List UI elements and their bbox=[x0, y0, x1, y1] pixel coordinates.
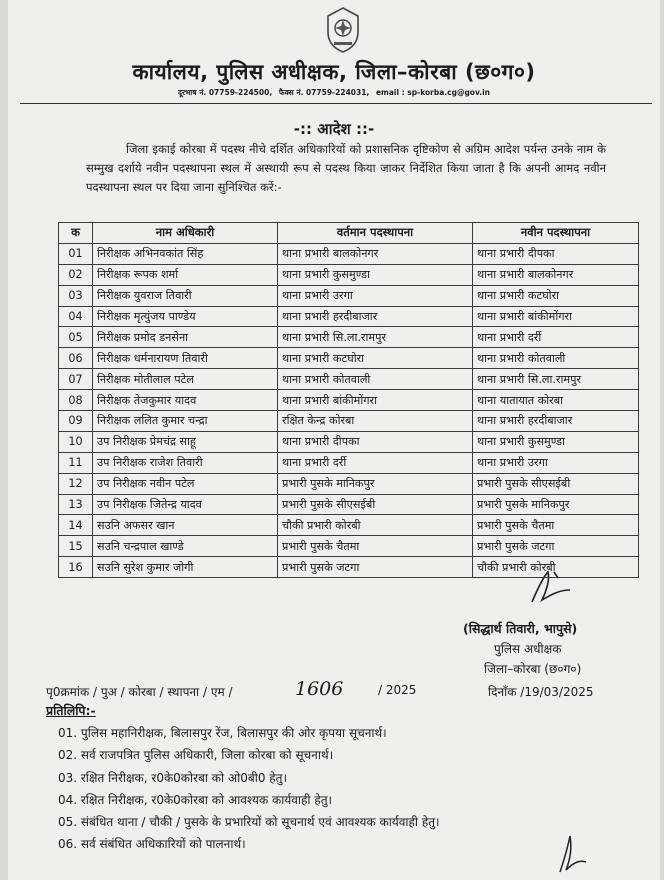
table-row bbox=[59, 348, 639, 369]
serial-cell: 11 bbox=[59, 452, 93, 473]
officer-name-cell: निरीक्षक रूपक शर्मा bbox=[93, 264, 278, 285]
current-posting-cell: थाना प्रभारी हरदीबाजार bbox=[278, 306, 473, 327]
serial-cell: 16 bbox=[59, 557, 93, 578]
new-posting-cell: थाना प्रभारी कटघोरा bbox=[473, 285, 639, 306]
reference-year: / 2025 bbox=[378, 683, 417, 697]
column-header-officer-name: नाम अधिकारी bbox=[93, 223, 278, 244]
table-header-row bbox=[59, 223, 639, 244]
table-row bbox=[59, 390, 639, 411]
table-row bbox=[59, 431, 639, 452]
serial-cell: 01 bbox=[59, 243, 93, 264]
header-divider bbox=[20, 103, 652, 104]
new-posting-cell: चौकी प्रभारी कोरबी bbox=[473, 557, 639, 578]
table-row bbox=[59, 285, 639, 306]
serial-cell: 03 bbox=[59, 285, 93, 306]
initials-mark bbox=[554, 832, 590, 876]
current-posting-cell: थाना प्रभारी उरगा bbox=[278, 285, 473, 306]
signature-mark bbox=[518, 568, 578, 608]
transfer-table bbox=[58, 222, 639, 578]
officer-name-cell: उप निरीक्षक प्रेमचंद्र साहू bbox=[93, 431, 278, 452]
new-posting-cell: प्रभारी पुसके जटगा bbox=[473, 536, 639, 557]
column-header-new-posting: नवीन पदस्थापना bbox=[473, 223, 639, 244]
table-row bbox=[59, 536, 639, 557]
order-body-text: जिला इकाई कोरबा में पदस्थ नीचे दर्शित अधिकारियों को प्रशासनिक दृष्टिकोण से अग्रिम आदेश पर्यन्त उनके नाम के सम्मुख दर्शाये नवीन पदस्थापना स्थल में अस्थायी रूप से पदस्थ किया जाकर निर्देशित किया जाता है कि अपनी आमद नवीन पदस्थापना स्थल पर दिया जाना सुनिश्चित करें:- bbox=[86, 142, 606, 194]
current-posting-cell: प्रभारी पुसके जटगा bbox=[278, 557, 473, 578]
officer-name-cell: निरीक्षक धर्मनारायण तिवारी bbox=[93, 348, 278, 369]
phone-text: दूरभाष नं. 07759-224500, bbox=[177, 88, 273, 97]
current-posting-cell: थाना प्रभारी बालकोनगर bbox=[278, 243, 473, 264]
officer-name-cell: सउनि अफसर खान bbox=[93, 515, 278, 536]
fax-text: फैक्स नं. 07759-224031, bbox=[278, 88, 370, 97]
list-item: 05. संबंधित थाना / चौकी / पुसके के प्रभारियों को सूचनार्थ एवं आवश्यक कार्यवाही हेतु। bbox=[58, 815, 440, 830]
current-posting-cell: थाना प्रभारी कटघोरा bbox=[278, 348, 473, 369]
table-row bbox=[59, 473, 639, 494]
new-posting-cell: थाना प्रभारी कोतवाली bbox=[473, 348, 639, 369]
serial-cell: 02 bbox=[59, 264, 93, 285]
current-posting-cell: थाना प्रभारी सि.ला.रामपुर bbox=[278, 327, 473, 348]
signatory-designation: पुलिस अधीक्षक bbox=[494, 642, 562, 656]
new-posting-cell: प्रभारी पुसके सीएसईबी bbox=[473, 473, 639, 494]
new-posting-cell: थाना यातायात कोरबा bbox=[473, 390, 639, 411]
new-posting-cell: थाना प्रभारी दर्री bbox=[473, 327, 639, 348]
order-heading: -:: आदेश ::- bbox=[293, 120, 375, 138]
new-posting-cell: प्रभारी पुसके चैतमा bbox=[473, 515, 639, 536]
copy-to-title: प्रतिलिपि:- bbox=[46, 703, 96, 718]
table-row bbox=[59, 515, 639, 536]
officer-name-cell: उप निरीक्षक राजेश तिवारी bbox=[93, 452, 278, 473]
serial-cell: 12 bbox=[59, 473, 93, 494]
serial-cell: 07 bbox=[59, 369, 93, 390]
list-item: 04. रक्षित निरीक्षक, र0के0कोरबा को आवश्यक कार्यवाही हेतु। bbox=[58, 792, 333, 807]
officer-name-cell: निरीक्षक मृत्युंजय पाण्डेय bbox=[93, 306, 278, 327]
officer-name-cell: सउनि सुरेश कुमार जोगी bbox=[93, 557, 278, 578]
officer-name-cell: निरीक्षक युवराज तिवारी bbox=[93, 285, 278, 306]
serial-cell: 04 bbox=[59, 306, 93, 327]
table-row bbox=[59, 494, 639, 515]
table-row bbox=[59, 452, 639, 473]
serial-cell: 06 bbox=[59, 348, 93, 369]
current-posting-cell: प्रभारी पुसके मानिकपुर bbox=[278, 473, 473, 494]
serial-cell: 13 bbox=[59, 494, 93, 515]
new-posting-cell: थाना प्रभारी उरगा bbox=[473, 452, 639, 473]
copy-to-list bbox=[58, 722, 440, 856]
table-row bbox=[59, 369, 639, 390]
serial-cell: 14 bbox=[59, 515, 93, 536]
reference-date: दिनाँक /19/03/2025 bbox=[488, 685, 594, 699]
table-row bbox=[59, 327, 639, 348]
current-posting-cell: थाना प्रभारी कुसमुण्डा bbox=[278, 264, 473, 285]
current-posting-cell: प्रभारी पुसके चैतमा bbox=[278, 536, 473, 557]
reference-prefix: पृ0क्रमांक / पुअ / कोरबा / स्थापना / एम / bbox=[46, 685, 233, 699]
serial-cell: 15 bbox=[59, 536, 93, 557]
serial-cell: 09 bbox=[59, 411, 93, 432]
officer-name-cell: निरीक्षक प्रमोद डनसेना bbox=[93, 327, 278, 348]
new-posting-cell: थाना प्रभारी कुसमुण्डा bbox=[473, 431, 639, 452]
current-posting-cell: थाना प्रभारी कोतवाली bbox=[278, 369, 473, 390]
current-posting-cell: थाना प्रभारी बांकीमोंगरा bbox=[278, 390, 473, 411]
new-posting-cell: थाना प्रभारी सि.ला.रामपुर bbox=[473, 369, 639, 390]
current-posting-cell: थाना प्रभारी दर्री bbox=[278, 452, 473, 473]
current-posting-cell: चौकी प्रभारी कोरबी bbox=[278, 515, 473, 536]
contact-line bbox=[8, 88, 660, 98]
officer-name-cell: निरीक्षक तेजकुमार यादव bbox=[93, 390, 278, 411]
email-text: email : sp-korba.cg@gov.in bbox=[375, 88, 490, 97]
officer-name-cell: निरीक्षक ललित कुमार चन्द्रा bbox=[93, 411, 278, 432]
officer-name-cell: उप निरीक्षक जितेन्द्र यादव bbox=[93, 494, 278, 515]
document-page bbox=[8, 0, 660, 880]
column-header-serial: क bbox=[59, 223, 93, 244]
list-item: 01. पुलिस महानिरीक्षक, बिलासपुर रेंज, बिलासपुर की ओर कृपया सूचनार्थ। bbox=[58, 726, 387, 740]
table-row bbox=[59, 243, 639, 264]
officer-name-cell: सउनि चन्द्रपाल खाण्डे bbox=[93, 536, 278, 557]
officer-name-cell: उप निरीक्षक नवीन पटेल bbox=[93, 473, 278, 494]
table-row bbox=[59, 411, 639, 432]
current-posting-cell: थाना प्रभारी दीपका bbox=[278, 431, 473, 452]
serial-cell: 05 bbox=[59, 327, 93, 348]
table-body bbox=[59, 243, 639, 577]
new-posting-cell: थाना प्रभारी हरदीबाजार bbox=[473, 411, 639, 432]
office-title: कार्यालय, पुलिस अधीक्षक, जिला–कोरबा (छ०ग०) bbox=[132, 60, 536, 84]
police-emblem-icon bbox=[324, 6, 362, 54]
officer-name-cell: निरीक्षक अभिनवकांत सिंह bbox=[93, 243, 278, 264]
signatory-name: (सिद्धार्थ तिवारी, भापुसे) bbox=[463, 621, 578, 636]
current-posting-cell: प्रभारी पुसके सीएसईबी bbox=[278, 494, 473, 515]
column-header-current-posting: वर्तमान पदस्थापना bbox=[278, 223, 473, 244]
new-posting-cell: प्रभारी पुसके मानिकपुर bbox=[473, 494, 639, 515]
new-posting-cell: थाना प्रभारी बांकीमोंगरा bbox=[473, 306, 639, 327]
list-item: 03. रक्षित निरीक्षक, र0के0कोरबा को ओ0बी0 हेतु। bbox=[58, 770, 288, 785]
serial-cell: 10 bbox=[59, 431, 93, 452]
signatory-district: जिला–कोरबा (छ०ग०) bbox=[484, 662, 582, 676]
new-posting-cell: थाना प्रभारी बालकोनगर bbox=[473, 264, 639, 285]
new-posting-cell: थाना प्रभारी दीपका bbox=[473, 243, 639, 264]
list-item: 02. सर्व राजपत्रित पुलिस अधिकारी, जिला कोरबा को सूचनार्थ। bbox=[58, 748, 334, 763]
list-item: 06. सर्व संबंधित अधिकारियों को पालनार्थ। bbox=[58, 837, 246, 852]
table-row bbox=[59, 264, 639, 285]
current-posting-cell: रक्षित केन्द्र कोरबा bbox=[278, 411, 473, 432]
serial-cell: 08 bbox=[59, 390, 93, 411]
officer-name-cell: निरीक्षक मोतीलाल पटेल bbox=[93, 369, 278, 390]
table-row bbox=[59, 306, 639, 327]
reference-number: 1606 bbox=[295, 678, 344, 700]
